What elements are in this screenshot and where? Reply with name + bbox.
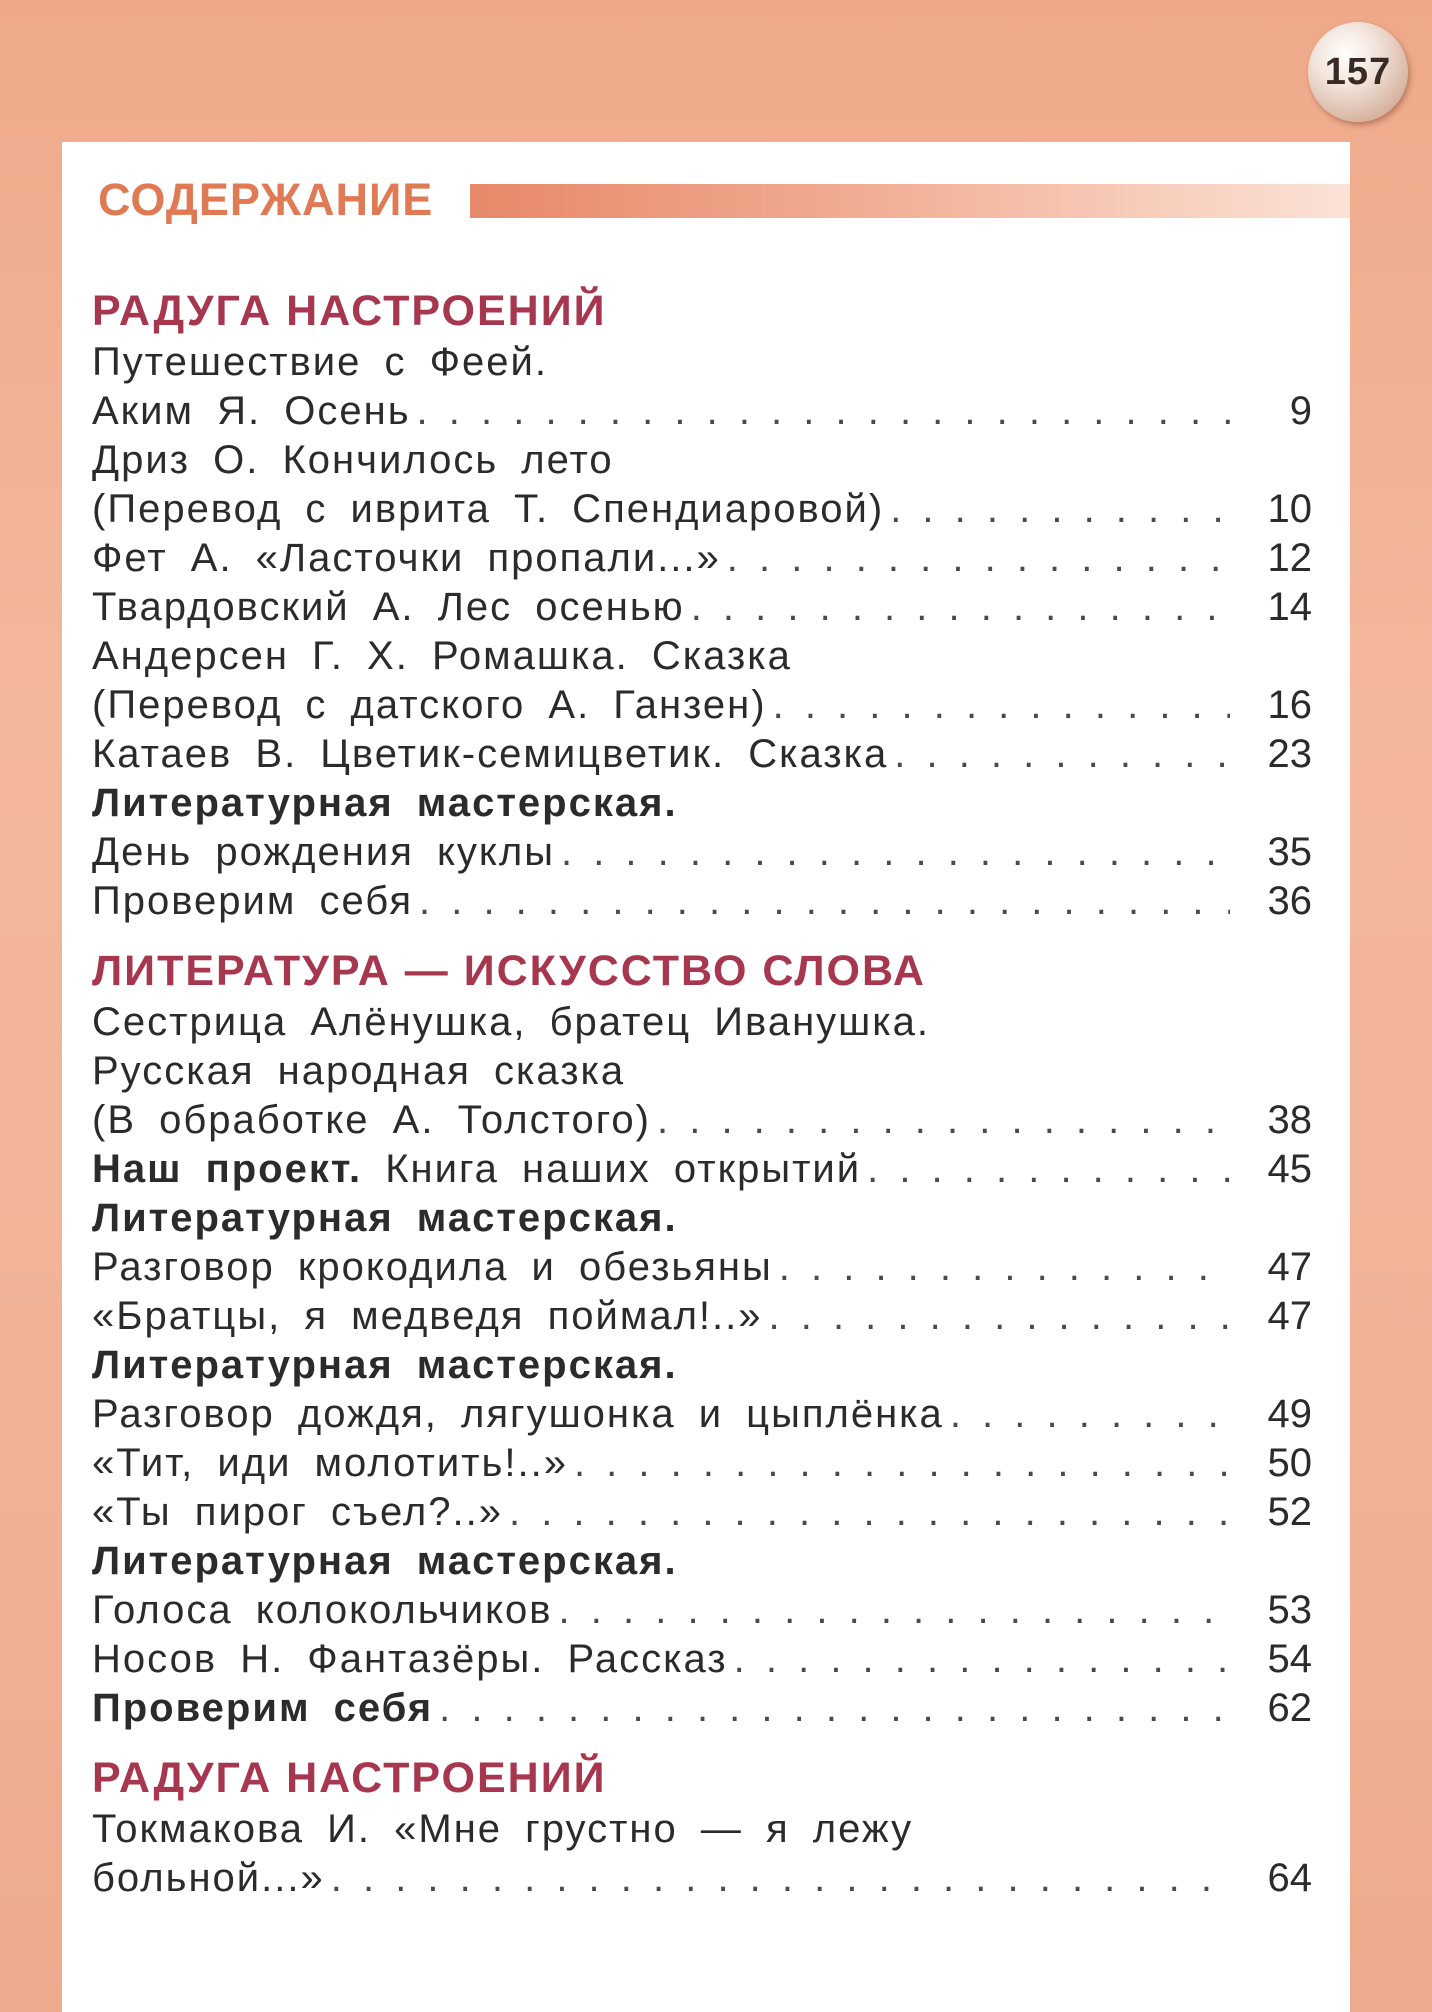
- dot-leader: [561, 828, 1230, 877]
- entry-text: День рождения куклы: [92, 830, 555, 874]
- entry-page: 38: [1267, 1098, 1312, 1142]
- dot-leader: [769, 1292, 1231, 1341]
- entry-page: 54: [1267, 1637, 1312, 1681]
- entry-text: Носов Н. Фантазёры. Рассказ: [92, 1637, 728, 1681]
- toc-subheading: [92, 1537, 1312, 1586]
- entry-text: Дриз О. Кончилось лето: [92, 438, 614, 482]
- entry-text: Твардовский А. Лес осенью: [92, 585, 685, 629]
- entry-page: 64: [1267, 1856, 1312, 1900]
- toc-entry[interactable]: [92, 1805, 1312, 1854]
- entry-page: 9: [1289, 389, 1312, 433]
- toc-subheading: [92, 1341, 1312, 1390]
- dot-leader: [331, 1854, 1230, 1903]
- entry-text: Фет А. «Ласточки пропали...»: [92, 536, 721, 580]
- entry-text: Проверим себя: [92, 879, 413, 923]
- dot-leader: [773, 681, 1230, 730]
- entry-page: 62: [1267, 1686, 1312, 1730]
- entry-text: «Тит, иди молотить!..»: [92, 1441, 568, 1485]
- toc-entry[interactable]: [92, 1390, 1312, 1439]
- dot-leader: [559, 1586, 1230, 1635]
- toc-entry[interactable]: [92, 1635, 1312, 1684]
- entry-bold-prefix: Наш проект.: [92, 1147, 363, 1191]
- entry-text: Голоса колокольчиков: [92, 1588, 553, 1632]
- section-title: РАДУГА НАСТРОЕНИЙ: [92, 1754, 607, 1802]
- toc-title: СОДЕРЖАНИЕ: [98, 174, 434, 225]
- entry-page: 14: [1267, 585, 1312, 629]
- entry-text: Русская народная сказка: [92, 1049, 626, 1093]
- entry-text: Разговор дождя, лягушонка и цыплёнка: [92, 1392, 944, 1436]
- page-number-badge: [1308, 22, 1408, 122]
- entry-text: (Перевод с иврита Т. Спендиаровой): [92, 487, 885, 531]
- dot-leader: [657, 1096, 1230, 1145]
- toc-entry[interactable]: [92, 1145, 1312, 1194]
- toc-entry[interactable]: [92, 1488, 1312, 1537]
- toc-entry[interactable]: [92, 338, 1312, 387]
- entry-text: «Братцы, я медведя поймал!..»: [92, 1294, 763, 1338]
- dot-leader: [867, 1145, 1230, 1194]
- entry-text: Путешествие с Феей.: [92, 340, 548, 384]
- entry-text: Андерсен Г. Х. Ромашка. Сказка: [92, 634, 792, 678]
- toc-entry[interactable]: [92, 1096, 1312, 1145]
- entry-page: 49: [1267, 1392, 1312, 1436]
- entry-text: Проверим себя: [92, 1686, 434, 1730]
- toc-entry[interactable]: [92, 1047, 1312, 1096]
- dot-leader: [894, 730, 1230, 779]
- entry-text: Литературная мастерская.: [92, 781, 678, 825]
- toc-entry[interactable]: [92, 730, 1312, 779]
- title-decor-bar: [470, 184, 1350, 218]
- toc-entry[interactable]: [92, 828, 1312, 877]
- entry-text: [92, 1145, 861, 1194]
- section-title: РАДУГА НАСТРОЕНИЙ: [92, 287, 607, 335]
- entry-text: (Перевод с датского А. Ганзен): [92, 683, 767, 727]
- entry-rest: Книга наших открытий: [385, 1147, 862, 1191]
- toc-entry[interactable]: [92, 534, 1312, 583]
- entry-page: 12: [1267, 536, 1312, 580]
- dot-leader: [439, 1684, 1230, 1733]
- toc-entry[interactable]: [92, 1292, 1312, 1341]
- entry-text: Литературная мастерская.: [92, 1539, 678, 1583]
- entry-text: Токмакова И. «Мне грустно — я лежу: [92, 1807, 914, 1851]
- toc-entry[interactable]: [92, 877, 1312, 926]
- toc-entry[interactable]: [92, 387, 1312, 436]
- toc-entry[interactable]: [92, 1854, 1312, 1903]
- toc-entry[interactable]: [92, 583, 1312, 632]
- toc-entry[interactable]: [92, 1439, 1312, 1488]
- entry-page: 23: [1267, 732, 1312, 776]
- dot-leader: [890, 485, 1230, 534]
- dot-leader: [509, 1488, 1230, 1537]
- dot-leader: [417, 387, 1230, 436]
- entry-page: 52: [1267, 1490, 1312, 1534]
- toc-header: [98, 170, 1350, 230]
- entry-page: 35: [1267, 830, 1312, 874]
- dot-leader: [779, 1243, 1230, 1292]
- dot-leader: [727, 534, 1230, 583]
- toc-entry[interactable]: [92, 681, 1312, 730]
- dot-leader: [574, 1439, 1230, 1488]
- toc-entry[interactable]: [92, 1243, 1312, 1292]
- dot-leader: [419, 877, 1230, 926]
- page-sheet: [62, 142, 1350, 2012]
- entry-text: Сестрица Алёнушка, братец Иванушка.: [92, 1000, 930, 1044]
- entry-page: 47: [1267, 1294, 1312, 1338]
- entry-text: Литературная мастерская.: [92, 1343, 678, 1387]
- toc-subheading: [92, 779, 1312, 828]
- toc-entry[interactable]: [92, 485, 1312, 534]
- toc-entry[interactable]: [92, 436, 1312, 485]
- toc-subheading: [92, 1194, 1312, 1243]
- page-number: 157: [1324, 50, 1392, 93]
- entry-page: 50: [1267, 1441, 1312, 1485]
- section-title: ЛИТЕРАТУРА — ИСКУССТВО СЛОВА: [92, 947, 926, 995]
- dot-leader: [950, 1390, 1230, 1439]
- toc-entry[interactable]: [92, 1684, 1312, 1733]
- entry-page: 47: [1267, 1245, 1312, 1289]
- entry-page: 16: [1267, 683, 1312, 727]
- toc-entry[interactable]: [92, 998, 1312, 1047]
- entry-text: больной...»: [92, 1856, 325, 1900]
- entry-text: (В обработке А. Толстого): [92, 1098, 651, 1142]
- entry-page: 10: [1267, 487, 1312, 531]
- entry-page: 53: [1267, 1588, 1312, 1632]
- entry-page: 36: [1267, 879, 1312, 923]
- dot-leader: [691, 583, 1230, 632]
- entry-text: «Ты пирог съел?..»: [92, 1490, 503, 1534]
- entry-text: Катаев В. Цветик-семицветик. Сказка: [92, 732, 889, 776]
- entry-text: Литературная мастерская.: [92, 1196, 678, 1240]
- toc-entry[interactable]: [92, 632, 1312, 681]
- entry-page: 45: [1267, 1147, 1312, 1191]
- entry-text: Разговор крокодила и обезьяны: [92, 1245, 773, 1289]
- toc-list: [92, 284, 1312, 1903]
- dot-leader: [734, 1635, 1230, 1684]
- entry-text: Аким Я. Осень: [92, 389, 411, 433]
- toc-entry[interactable]: [92, 1586, 1312, 1635]
